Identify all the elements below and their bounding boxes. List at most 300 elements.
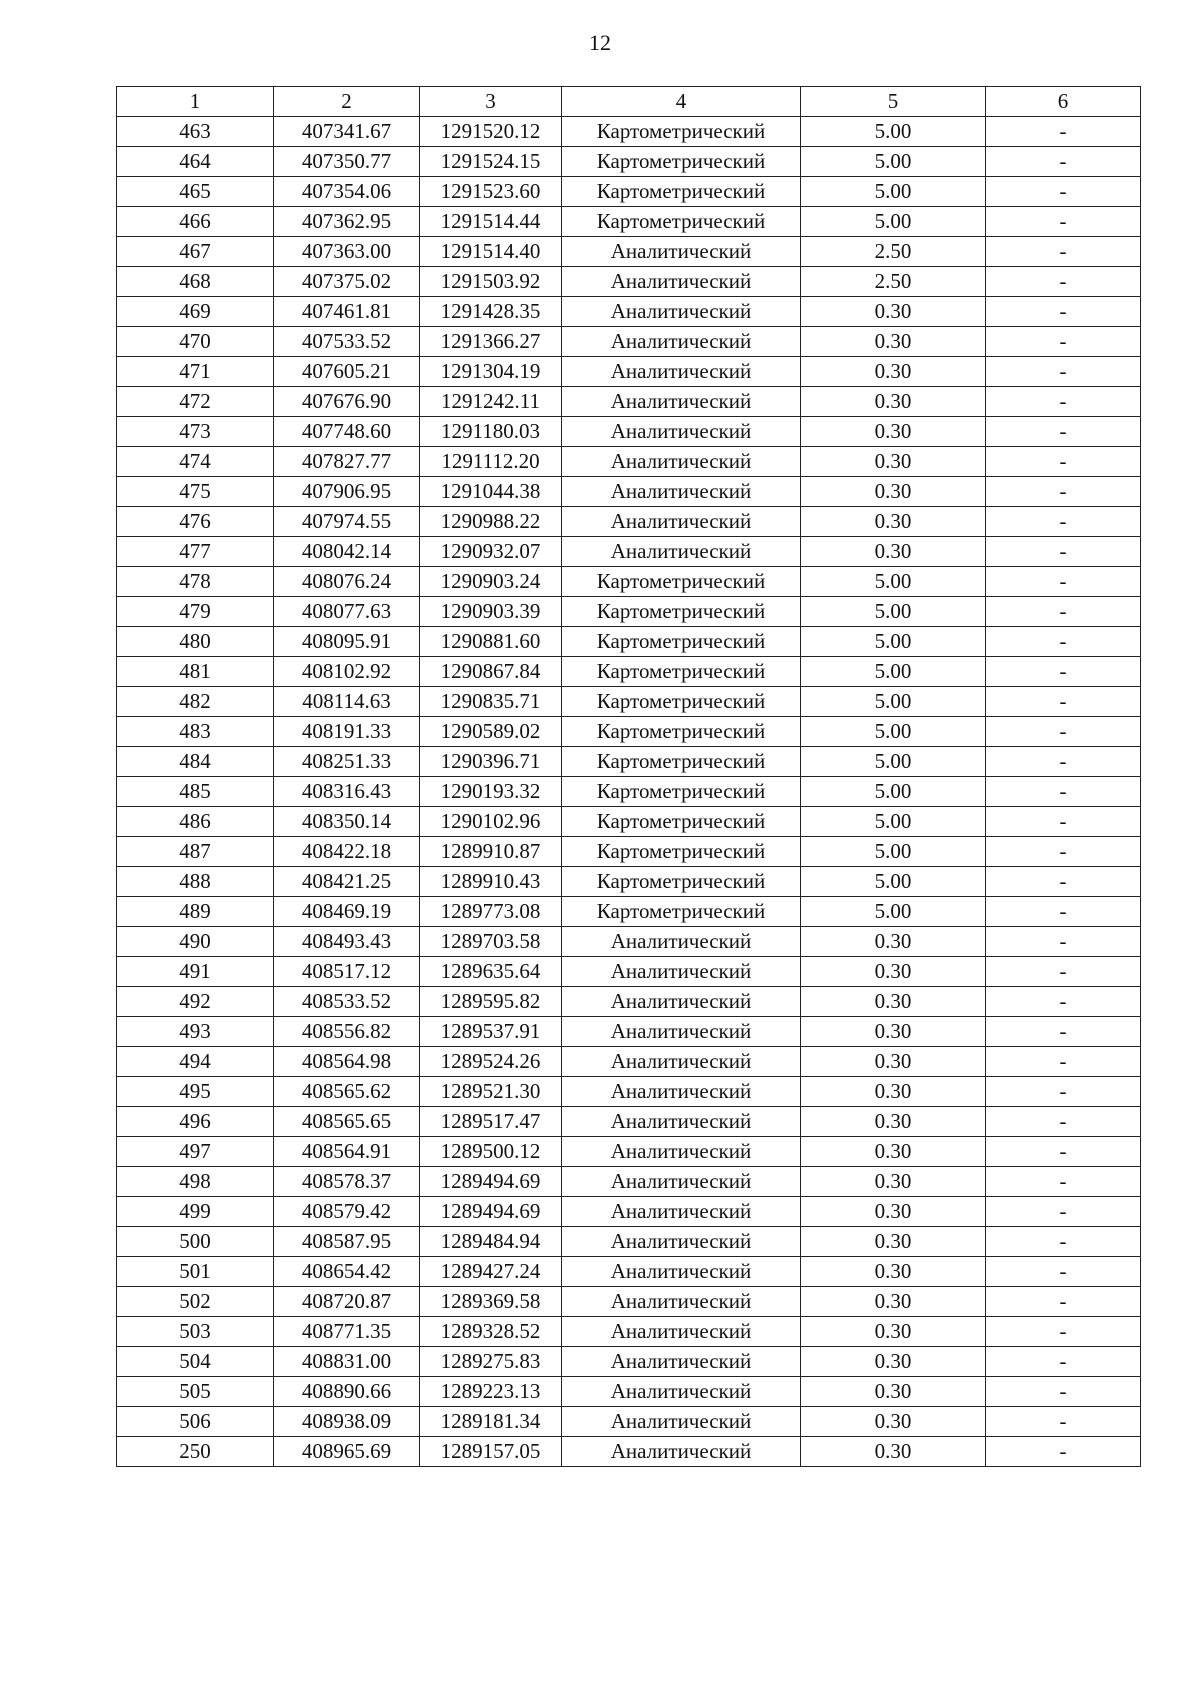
point-number-cell: 490 <box>117 927 274 957</box>
x-coordinate-cell: 408469.19 <box>274 897 420 927</box>
method-cell: Аналитический <box>562 1167 801 1197</box>
table-row <box>117 837 1141 867</box>
accuracy-cell: 0.30 <box>801 1287 986 1317</box>
note-cell: - <box>986 1347 1141 1377</box>
method-cell: Аналитический <box>562 357 801 387</box>
method-cell: Аналитический <box>562 1017 801 1047</box>
table-row <box>117 1257 1141 1287</box>
accuracy-cell: 0.30 <box>801 957 986 987</box>
table-row <box>117 1077 1141 1107</box>
method-cell: Аналитический <box>562 1437 801 1467</box>
y-coordinate-cell: 1291304.19 <box>420 357 562 387</box>
method-cell: Аналитический <box>562 1137 801 1167</box>
y-coordinate-cell: 1289427.24 <box>420 1257 562 1287</box>
point-number-cell: 484 <box>117 747 274 777</box>
method-cell: Аналитический <box>562 1377 801 1407</box>
table-row <box>117 177 1141 207</box>
accuracy-cell: 5.00 <box>801 117 986 147</box>
x-coordinate-cell: 408350.14 <box>274 807 420 837</box>
x-coordinate-cell: 407461.81 <box>274 297 420 327</box>
y-coordinate-cell: 1290102.96 <box>420 807 562 837</box>
method-cell: Аналитический <box>562 1317 801 1347</box>
note-cell: - <box>986 867 1141 897</box>
note-cell: - <box>986 1077 1141 1107</box>
table-row <box>117 777 1141 807</box>
x-coordinate-cell: 408579.42 <box>274 1197 420 1227</box>
y-coordinate-cell: 1290867.84 <box>420 657 562 687</box>
point-number-cell: 496 <box>117 1107 274 1137</box>
y-coordinate-cell: 1290396.71 <box>420 747 562 777</box>
x-coordinate-cell: 408114.63 <box>274 687 420 717</box>
point-number-cell: 476 <box>117 507 274 537</box>
table-row <box>117 717 1141 747</box>
table-row <box>117 1377 1141 1407</box>
accuracy-cell: 5.00 <box>801 597 986 627</box>
x-coordinate-cell: 408720.87 <box>274 1287 420 1317</box>
x-coordinate-cell: 408042.14 <box>274 537 420 567</box>
table-row <box>117 447 1141 477</box>
table-row <box>117 867 1141 897</box>
point-number-cell: 479 <box>117 597 274 627</box>
x-coordinate-cell: 408564.98 <box>274 1047 420 1077</box>
x-coordinate-cell: 408565.62 <box>274 1077 420 1107</box>
note-cell: - <box>986 447 1141 477</box>
column-header-5: 5 <box>801 87 986 117</box>
method-cell: Аналитический <box>562 537 801 567</box>
y-coordinate-cell: 1291044.38 <box>420 477 562 507</box>
x-coordinate-cell: 408565.65 <box>274 1107 420 1137</box>
y-coordinate-cell: 1289773.08 <box>420 897 562 927</box>
method-cell: Аналитический <box>562 1197 801 1227</box>
method-cell: Аналитический <box>562 267 801 297</box>
method-cell: Аналитический <box>562 1347 801 1377</box>
y-coordinate-cell: 1289494.69 <box>420 1197 562 1227</box>
method-cell: Картометрический <box>562 657 801 687</box>
note-cell: - <box>986 1047 1141 1077</box>
note-cell: - <box>986 1137 1141 1167</box>
point-number-cell: 473 <box>117 417 274 447</box>
x-coordinate-cell: 408493.43 <box>274 927 420 957</box>
table-row <box>117 267 1141 297</box>
accuracy-cell: 0.30 <box>801 1137 986 1167</box>
x-coordinate-cell: 407341.67 <box>274 117 420 147</box>
accuracy-cell: 5.00 <box>801 147 986 177</box>
method-cell: Аналитический <box>562 1257 801 1287</box>
y-coordinate-cell: 1289910.87 <box>420 837 562 867</box>
y-coordinate-cell: 1289275.83 <box>420 1347 562 1377</box>
accuracy-cell: 5.00 <box>801 627 986 657</box>
method-cell: Картометрический <box>562 747 801 777</box>
y-coordinate-cell: 1291242.11 <box>420 387 562 417</box>
y-coordinate-cell: 1291503.92 <box>420 267 562 297</box>
y-coordinate-cell: 1291428.35 <box>420 297 562 327</box>
method-cell: Картометрический <box>562 837 801 867</box>
table-row <box>117 297 1141 327</box>
y-coordinate-cell: 1289223.13 <box>420 1377 562 1407</box>
note-cell: - <box>986 267 1141 297</box>
y-coordinate-cell: 1291366.27 <box>420 327 562 357</box>
method-cell: Картометрический <box>562 117 801 147</box>
point-number-cell: 467 <box>117 237 274 267</box>
x-coordinate-cell: 408251.33 <box>274 747 420 777</box>
coordinates-table <box>116 86 1141 1467</box>
x-coordinate-cell: 408587.95 <box>274 1227 420 1257</box>
point-number-cell: 494 <box>117 1047 274 1077</box>
point-number-cell: 497 <box>117 1137 274 1167</box>
table-row <box>117 1047 1141 1077</box>
table-row <box>117 237 1141 267</box>
y-coordinate-cell: 1289500.12 <box>420 1137 562 1167</box>
table-row <box>117 1107 1141 1137</box>
note-cell: - <box>986 1107 1141 1137</box>
x-coordinate-cell: 408965.69 <box>274 1437 420 1467</box>
x-coordinate-cell: 407974.55 <box>274 507 420 537</box>
method-cell: Картометрический <box>562 177 801 207</box>
table-row <box>117 1137 1141 1167</box>
point-number-cell: 502 <box>117 1287 274 1317</box>
accuracy-cell: 5.00 <box>801 177 986 207</box>
x-coordinate-cell: 408578.37 <box>274 1167 420 1197</box>
x-coordinate-cell: 408077.63 <box>274 597 420 627</box>
point-number-cell: 487 <box>117 837 274 867</box>
method-cell: Картометрический <box>562 717 801 747</box>
point-number-cell: 505 <box>117 1377 274 1407</box>
point-number-cell: 495 <box>117 1077 274 1107</box>
table-row <box>117 477 1141 507</box>
note-cell: - <box>986 627 1141 657</box>
accuracy-cell: 0.30 <box>801 447 986 477</box>
x-coordinate-cell: 408654.42 <box>274 1257 420 1287</box>
note-cell: - <box>986 1317 1141 1347</box>
method-cell: Картометрический <box>562 807 801 837</box>
method-cell: Аналитический <box>562 1407 801 1437</box>
x-coordinate-cell: 408517.12 <box>274 957 420 987</box>
note-cell: - <box>986 597 1141 627</box>
table-row <box>117 957 1141 987</box>
x-coordinate-cell: 408421.25 <box>274 867 420 897</box>
accuracy-cell: 5.00 <box>801 717 986 747</box>
note-cell: - <box>986 687 1141 717</box>
x-coordinate-cell: 407605.21 <box>274 357 420 387</box>
y-coordinate-cell: 1289537.91 <box>420 1017 562 1047</box>
y-coordinate-cell: 1290193.32 <box>420 777 562 807</box>
note-cell: - <box>986 1197 1141 1227</box>
point-number-cell: 478 <box>117 567 274 597</box>
method-cell: Аналитический <box>562 1227 801 1257</box>
method-cell: Аналитический <box>562 1047 801 1077</box>
point-number-cell: 463 <box>117 117 274 147</box>
x-coordinate-cell: 407363.00 <box>274 237 420 267</box>
note-cell: - <box>986 1287 1141 1317</box>
accuracy-cell: 0.30 <box>801 327 986 357</box>
method-cell: Картометрический <box>562 147 801 177</box>
point-number-cell: 486 <box>117 807 274 837</box>
accuracy-cell: 0.30 <box>801 1077 986 1107</box>
method-cell: Аналитический <box>562 387 801 417</box>
column-header-3: 3 <box>420 87 562 117</box>
x-coordinate-cell: 407748.60 <box>274 417 420 447</box>
accuracy-cell: 5.00 <box>801 657 986 687</box>
point-number-cell: 471 <box>117 357 274 387</box>
table-row <box>117 687 1141 717</box>
x-coordinate-cell: 408533.52 <box>274 987 420 1017</box>
table-body <box>117 117 1141 1467</box>
method-cell: Картометрический <box>562 777 801 807</box>
note-cell: - <box>986 1437 1141 1467</box>
method-cell: Картометрический <box>562 207 801 237</box>
x-coordinate-cell: 408102.92 <box>274 657 420 687</box>
accuracy-cell: 5.00 <box>801 747 986 777</box>
table-row <box>117 327 1141 357</box>
table-row <box>117 747 1141 777</box>
y-coordinate-cell: 1290835.71 <box>420 687 562 717</box>
point-number-cell: 488 <box>117 867 274 897</box>
x-coordinate-cell: 408771.35 <box>274 1317 420 1347</box>
accuracy-cell: 0.30 <box>801 1017 986 1047</box>
method-cell: Аналитический <box>562 447 801 477</box>
note-cell: - <box>986 777 1141 807</box>
method-cell: Аналитический <box>562 297 801 327</box>
y-coordinate-cell: 1289524.26 <box>420 1047 562 1077</box>
table-row <box>117 597 1141 627</box>
x-coordinate-cell: 407676.90 <box>274 387 420 417</box>
table-row <box>117 1227 1141 1257</box>
point-number-cell: 493 <box>117 1017 274 1047</box>
y-coordinate-cell: 1291520.12 <box>420 117 562 147</box>
table-row <box>117 627 1141 657</box>
point-number-cell: 470 <box>117 327 274 357</box>
accuracy-cell: 5.00 <box>801 837 986 867</box>
point-number-cell: 474 <box>117 447 274 477</box>
note-cell: - <box>986 567 1141 597</box>
y-coordinate-cell: 1290589.02 <box>420 717 562 747</box>
column-header-1: 1 <box>117 87 274 117</box>
accuracy-cell: 0.30 <box>801 1317 986 1347</box>
table-row <box>117 207 1141 237</box>
method-cell: Аналитический <box>562 237 801 267</box>
y-coordinate-cell: 1291523.60 <box>420 177 562 207</box>
note-cell: - <box>986 1227 1141 1257</box>
accuracy-cell: 5.00 <box>801 777 986 807</box>
point-number-cell: 482 <box>117 687 274 717</box>
accuracy-cell: 0.30 <box>801 417 986 447</box>
column-header-6: 6 <box>986 87 1141 117</box>
y-coordinate-cell: 1290903.39 <box>420 597 562 627</box>
table-row <box>117 897 1141 927</box>
accuracy-cell: 0.30 <box>801 357 986 387</box>
note-cell: - <box>986 477 1141 507</box>
y-coordinate-cell: 1291514.44 <box>420 207 562 237</box>
x-coordinate-cell: 407354.06 <box>274 177 420 207</box>
note-cell: - <box>986 747 1141 777</box>
y-coordinate-cell: 1289181.34 <box>420 1407 562 1437</box>
y-coordinate-cell: 1289157.05 <box>420 1437 562 1467</box>
y-coordinate-cell: 1289517.47 <box>420 1107 562 1137</box>
accuracy-cell: 5.00 <box>801 567 986 597</box>
point-number-cell: 477 <box>117 537 274 567</box>
table-row <box>117 357 1141 387</box>
accuracy-cell: 0.30 <box>801 1107 986 1137</box>
x-coordinate-cell: 408890.66 <box>274 1377 420 1407</box>
y-coordinate-cell: 1291112.20 <box>420 447 562 477</box>
x-coordinate-cell: 407827.77 <box>274 447 420 477</box>
point-number-cell: 480 <box>117 627 274 657</box>
note-cell: - <box>986 417 1141 447</box>
x-coordinate-cell: 408191.33 <box>274 717 420 747</box>
note-cell: - <box>986 1407 1141 1437</box>
point-number-cell: 500 <box>117 1227 274 1257</box>
accuracy-cell: 5.00 <box>801 897 986 927</box>
method-cell: Аналитический <box>562 987 801 1017</box>
point-number-cell: 491 <box>117 957 274 987</box>
point-number-cell: 465 <box>117 177 274 207</box>
x-coordinate-cell: 407375.02 <box>274 267 420 297</box>
note-cell: - <box>986 387 1141 417</box>
method-cell: Картометрический <box>562 567 801 597</box>
method-cell: Аналитический <box>562 477 801 507</box>
x-coordinate-cell: 408316.43 <box>274 777 420 807</box>
table-row <box>117 927 1141 957</box>
column-header-2: 2 <box>274 87 420 117</box>
table-row <box>117 147 1141 177</box>
point-number-cell: 469 <box>117 297 274 327</box>
accuracy-cell: 0.30 <box>801 1047 986 1077</box>
method-cell: Картометрический <box>562 867 801 897</box>
y-coordinate-cell: 1289484.94 <box>420 1227 562 1257</box>
y-coordinate-cell: 1289328.52 <box>420 1317 562 1347</box>
note-cell: - <box>986 1017 1141 1047</box>
y-coordinate-cell: 1289635.64 <box>420 957 562 987</box>
method-cell: Картометрический <box>562 597 801 627</box>
note-cell: - <box>986 1257 1141 1287</box>
table-row <box>117 1437 1141 1467</box>
y-coordinate-cell: 1291524.15 <box>420 147 562 177</box>
accuracy-cell: 0.30 <box>801 1347 986 1377</box>
point-number-cell: 499 <box>117 1197 274 1227</box>
accuracy-cell: 0.30 <box>801 927 986 957</box>
accuracy-cell: 0.30 <box>801 1257 986 1287</box>
y-coordinate-cell: 1289369.58 <box>420 1287 562 1317</box>
table-row <box>117 1017 1141 1047</box>
header-row <box>117 87 1141 117</box>
point-number-cell: 489 <box>117 897 274 927</box>
point-number-cell: 481 <box>117 657 274 687</box>
point-number-cell: 466 <box>117 207 274 237</box>
accuracy-cell: 0.30 <box>801 1377 986 1407</box>
accuracy-cell: 5.00 <box>801 867 986 897</box>
accuracy-cell: 0.30 <box>801 1437 986 1467</box>
method-cell: Картометрический <box>562 687 801 717</box>
note-cell: - <box>986 897 1141 927</box>
note-cell: - <box>986 1167 1141 1197</box>
note-cell: - <box>986 717 1141 747</box>
x-coordinate-cell: 408095.91 <box>274 627 420 657</box>
table-row <box>117 1317 1141 1347</box>
point-number-cell: 501 <box>117 1257 274 1287</box>
note-cell: - <box>986 117 1141 147</box>
table-row <box>117 1287 1141 1317</box>
accuracy-cell: 0.30 <box>801 507 986 537</box>
note-cell: - <box>986 327 1141 357</box>
table-row <box>117 417 1141 447</box>
note-cell: - <box>986 987 1141 1017</box>
table-row <box>117 1347 1141 1377</box>
y-coordinate-cell: 1291180.03 <box>420 417 562 447</box>
method-cell: Аналитический <box>562 1107 801 1137</box>
table-header <box>117 87 1141 117</box>
point-number-cell: 475 <box>117 477 274 507</box>
note-cell: - <box>986 807 1141 837</box>
accuracy-cell: 0.30 <box>801 1227 986 1257</box>
method-cell: Аналитический <box>562 507 801 537</box>
y-coordinate-cell: 1291514.40 <box>420 237 562 267</box>
accuracy-cell: 5.00 <box>801 207 986 237</box>
x-coordinate-cell: 408564.91 <box>274 1137 420 1167</box>
point-number-cell: 472 <box>117 387 274 417</box>
note-cell: - <box>986 927 1141 957</box>
method-cell: Аналитический <box>562 417 801 447</box>
accuracy-cell: 0.30 <box>801 537 986 567</box>
table-row <box>117 537 1141 567</box>
column-header-4: 4 <box>562 87 801 117</box>
note-cell: - <box>986 147 1141 177</box>
note-cell: - <box>986 297 1141 327</box>
accuracy-cell: 5.00 <box>801 807 986 837</box>
y-coordinate-cell: 1289494.69 <box>420 1167 562 1197</box>
accuracy-cell: 0.30 <box>801 387 986 417</box>
method-cell: Картометрический <box>562 897 801 927</box>
x-coordinate-cell: 408422.18 <box>274 837 420 867</box>
note-cell: - <box>986 177 1141 207</box>
note-cell: - <box>986 507 1141 537</box>
accuracy-cell: 0.30 <box>801 987 986 1017</box>
y-coordinate-cell: 1290988.22 <box>420 507 562 537</box>
method-cell: Аналитический <box>562 927 801 957</box>
table-row <box>117 657 1141 687</box>
note-cell: - <box>986 657 1141 687</box>
y-coordinate-cell: 1289521.30 <box>420 1077 562 1107</box>
accuracy-cell: 0.30 <box>801 1167 986 1197</box>
point-number-cell: 250 <box>117 1437 274 1467</box>
page-number: 12 <box>589 30 611 55</box>
accuracy-cell: 0.30 <box>801 297 986 327</box>
method-cell: Аналитический <box>562 327 801 357</box>
note-cell: - <box>986 237 1141 267</box>
accuracy-cell: 5.00 <box>801 687 986 717</box>
table-row <box>117 1407 1141 1437</box>
x-coordinate-cell: 408831.00 <box>274 1347 420 1377</box>
x-coordinate-cell: 407906.95 <box>274 477 420 507</box>
note-cell: - <box>986 537 1141 567</box>
y-coordinate-cell: 1289910.43 <box>420 867 562 897</box>
point-number-cell: 468 <box>117 267 274 297</box>
point-number-cell: 503 <box>117 1317 274 1347</box>
method-cell: Аналитический <box>562 1287 801 1317</box>
method-cell: Аналитический <box>562 957 801 987</box>
table-row <box>117 507 1141 537</box>
x-coordinate-cell: 408556.82 <box>274 1017 420 1047</box>
y-coordinate-cell: 1290881.60 <box>420 627 562 657</box>
point-number-cell: 492 <box>117 987 274 1017</box>
accuracy-cell: 2.50 <box>801 237 986 267</box>
x-coordinate-cell: 407533.52 <box>274 327 420 357</box>
accuracy-cell: 0.30 <box>801 477 986 507</box>
point-number-cell: 483 <box>117 717 274 747</box>
note-cell: - <box>986 357 1141 387</box>
y-coordinate-cell: 1290932.07 <box>420 537 562 567</box>
x-coordinate-cell: 407362.95 <box>274 207 420 237</box>
accuracy-cell: 0.30 <box>801 1407 986 1437</box>
